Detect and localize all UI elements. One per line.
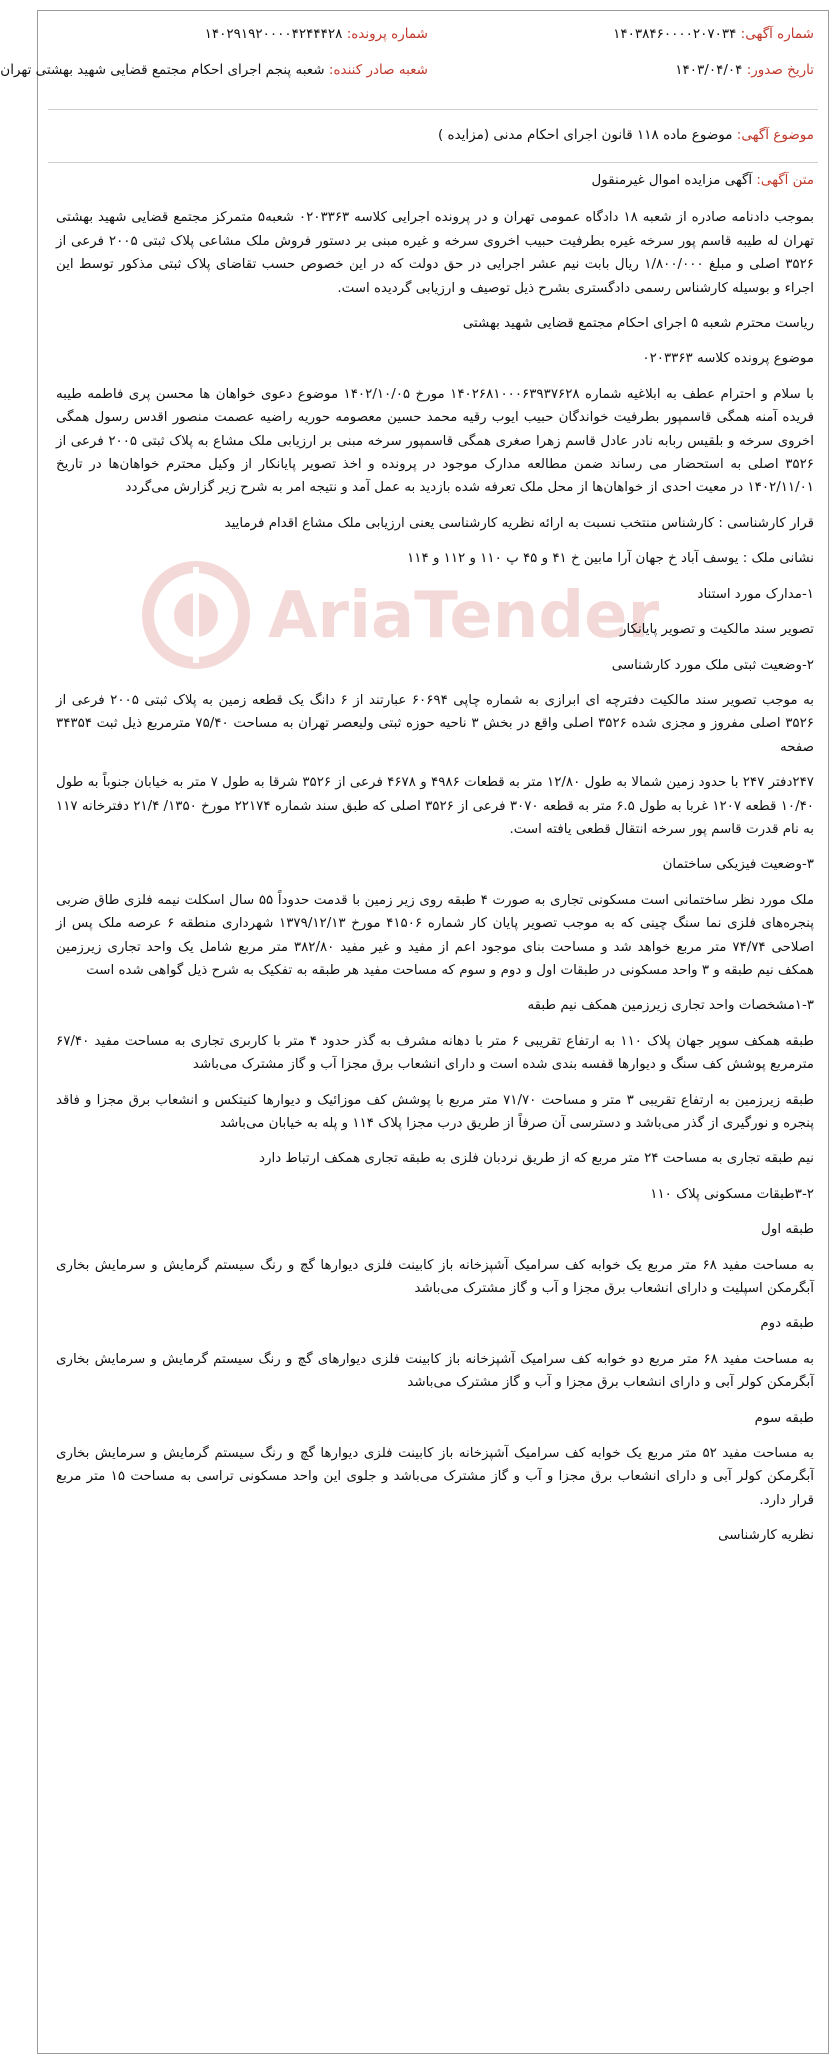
paragraph: موضوع پرونده کلاسه ۰۲۰۳۳۶۳ (642, 351, 814, 367)
issue-date-label: تاریخ صدور: (746, 62, 814, 78)
case-number (205, 19, 428, 49)
paragraph: به مساحت مفید ۵۲ متر مربع یک خوابه کف سرامیک آشپزخانه باز کابینت فلزی دیوارها گچ و رنگ سیستم گرمایش و سرمایش بخاری آبگرمکن کولر آبی و دارای انشعاب برق مجزا و آب و گاز مشترک می‌باشد و جلوی این واحد مسکونی تراسی به مساحت ۱۵ متر مربع قرار دارد. (56, 1446, 815, 1508)
paragraph: به مساحت مفید ۶۸ متر مربع دو خوابه کف سرامیک آشپزخانه باز کابینت فلزی دیوارهای گچ و رنگ سیستم گرمایش و سرمایش بخاری آبگرمکن کولر آبی و دارای انشعاب برق مجزا و آب و گاز مشترک می‌باشد (56, 1351, 814, 1391)
ad-content (56, 169, 814, 1560)
paragraph: با سلام و احترام عطف به ابلاغیه شماره ۱۴۰۲۶۸۱۰۰۰۶۳۹۳۷۶۲۸ مورخ ۱۴۰۲/۱۰/۰۵ موضوع دعوی خواهان ها محسن پری فاطمه طیبه فریده آمنه همگی قاسمپور بطرفیت خواندگان حبیب ایوب رقیه محمد حسین معصومه حوریه راضیه عصمت منصور اقدس رسول همگی اخروی سرخه و بلقیس ربابه نادر عادل قاسم زهرا صغری همگی قاسمپور سرخه مبنی بر ارزیابی ملک مشاع به پلاک ثبتی ۲۰۰۵ فرعی از ۳۵۲۶ اصلی به استحضار می رساند ضمن مطالعه مدارک موجود در پرونده و اخذ تصویر پایانکار از وکیل محترم خواهان‌ها در تاریخ ۱۴۰۲/۱۱/۰۱ در معیت احدی از خواهان‌ها از محل ملک تعرفه شده بازدید به عمل آمد و نتیجه امر به شرح زیر گزارش می‌گردد (56, 386, 815, 496)
subject-label: موضوع آگهی: (736, 127, 814, 143)
divider (48, 162, 818, 163)
case-number-value: ۱۴۰۲۹۱۹۲۰۰۰۰۴۲۴۴۴۲۸ (204, 26, 343, 42)
paragraph: قرار کارشناسی : کارشناس منتخب نسبت به ارائه نظریه کارشناسی یعنی ارزیابی ملک مشاع اقدام فرمایید (224, 515, 814, 531)
paragraph: طبقه دوم (760, 1316, 814, 1332)
paragraph: نیم طبقه تجاری به مساحت ۲۴ متر مربع که از طریق نردبان فلزی به طبقه تجاری همکف ارتباط دارد (259, 1151, 814, 1167)
issuing-branch (0, 55, 428, 85)
header-row-1 (38, 19, 828, 53)
paragraph: به مساحت مفید ۶۸ متر مربع یک خوابه کف سرامیک آشپزخانه باز کابینت فلزی دیوارها گچ و رنگ سیستم گرمایش و سرمایش بخاری آبگرمکن اسپلیت و دارای انشعاب برق مجزا و آب و گاز مشترک می‌باشد (56, 1257, 814, 1297)
ad-text-label: متن آگهی: (756, 173, 814, 188)
divider (48, 109, 818, 110)
ad-number-label: شماره آگهی: (740, 26, 814, 42)
paragraph: ۲-وضعیت ثبتی ملک مورد کارشناسی (611, 657, 814, 673)
paragraph: ۱-۳مشخصات واحد تجاری زیرزمین همکف نیم طبقه (527, 998, 814, 1014)
issuing-branch-value: شعبه پنجم اجرای احکام مجتمع قضایی شهید بهشتی تهران (0, 62, 325, 78)
ad-card (0, 10, 829, 2054)
paragraph: ۳-وضعیت فیزیکی ساختمان (662, 857, 814, 873)
issue-date-value: ۱۴۰۳/۰۴/۰۴ (675, 62, 743, 78)
ad-subject (438, 123, 814, 147)
paragraph: ملک مورد نظر ساختمانی است مسکونی تجاری به صورت ۴ طبقه روی زیر زمین با قدمت حدوداً ۵۵ سال اسکلت نیمه فلزی طاق ضربی پنجره‌های فلزی نما سنگ چینی که به موجب تصویر پایان کار شماره ۴۱۵۰۶ مورخ ۱۳۷۹/۱۲/۱۳ شهرداری منطقه ۶ عرصه ملک پس از اصلاحی ۷۴/۷۴ متر مربع خواهد شد و مساحت بنای موجود اعم از مفید و غیر مفید ۳۸۲/۸۰ متر مربع شامل یک واحد تجاری زیرزمین همکف نیم طبقه و ۳ واحد مسکونی در طبقات اول و دوم و سوم که مساحت مفید هر طبقه به تفکیک به شرح ذیل گواهی شده است (56, 892, 815, 978)
paragraph: طبقه زیرزمین به ارتفاع تقریبی ۳ متر و مساحت ۷۱/۷۰ متر مربع با پوشش کف موزائیک و دیوارها کنیتکس و انشعاب برق مجزا و فاقد پنجره و نورگیری از گذر می‌باشد و دسترسی آن صرفاً از طریق درب مجزا پلاک ۱۱۴ و پله به خیابان می‌باشد (56, 1092, 814, 1131)
paragraph: نظریه کارشناسی (718, 1528, 814, 1544)
subject-value: موضوع ماده ۱۱۸ قانون اجرای احکام مدنی (مزایده ) (437, 127, 733, 143)
case-number-label: شماره پرونده: (346, 26, 428, 42)
paragraph: ۳-۲طبقات مسکونی پلاک ۱۱۰ (650, 1186, 814, 1202)
ad-title: آگهی مزایده اموال غیرمنقول (591, 173, 753, 188)
ad-text-heading (56, 169, 814, 192)
issuing-branch-label: شعبه صادر کننده: (328, 62, 428, 78)
paragraph: طبقه اول (761, 1222, 814, 1238)
paragraph: نشانی ملک : یوسف آباد خ جهان آرا مابین خ ۴۱ و ۴۵ پ ۱۱۰ و ۱۱۲ و ۱۱۴ (407, 551, 814, 567)
svg-text:AriaTender: AriaTender (268, 579, 660, 653)
paragraph: ۱-مدارک مورد استناد (697, 586, 814, 602)
paragraph: به موجب تصویر سند مالکیت دفترچه ای ابرازی به شماره چاپی ۶۰۶۹۴ عبارتند از ۶ دانگ یک قطعه زمین به پلاک ثبتی ۲۰۰۵ فرعی از ۳۵۲۶ اصلی مفروز و مجزی شده ۳۵۲۶ اصلی واقع در بخش ۳ ناحیه حوزه ثبتی ولیعصر تهران به مساحت ۷۵/۴۰ مترمربع ذیل ثبت ۳۴۳۵۴ صفحه (56, 692, 814, 755)
paragraph: بموجب دادنامه صادره از شعبه ۱۸ دادگاه عمومی تهران و در پرونده اجرایی کلاسه ۰۲۰۳۳۶۳ شعبه۵ متمرکز مجتمع قضایی شهید بهشتی تهران له طیبه قاسم پور سرخه غیره بطرفیت حبیب اخروی سرخه و غیره مبنی بر دستور فروش ملک مشاعی پلاک ثبتی ۲۰۰۵ فرعی از ۳۵۲۶ اصلی و مبلغ ۱/۸۰۰/۰۰۰ ریال بابت نیم عشر اجرایی در حق دولت که در این خصوص حسب تقاضای پلاک ثبتی مذکور توسط این اجراء و بوسیله کارشناس رسمی دادگستری بشرح ذیل توصیف و ارزیابی گردیده است. (56, 210, 814, 296)
paragraph: طبقه سوم (754, 1410, 814, 1426)
header-row-2 (0, 55, 828, 89)
paragraph: ریاست محترم شعبه ۵ اجرای احکام مجتمع قضایی شهید بهشتی (462, 316, 814, 332)
ad-number-value: ۱۴۰۳۸۴۶۰۰۰۰۲۰۷۰۳۴ (613, 26, 737, 42)
paragraph: طبقه همکف سوپر جهان پلاک ۱۱۰ به ارتفاع تقریبی ۶ متر با دهانه مشرف به گذر حدود ۴ متر با کاربری تجاری به مساحت مفید ۶۷/۴۰ مترمربع پوشش کف سنگ و دیوارها قفسه بندی شده است و دارای انشعاب برق مجزا آب و گاز مشترک می‌باشد (56, 1033, 814, 1073)
paragraph: ۲۴۷دفتر ۲۴۷ با حدود زمین شمالا به طول ۱۲/۸۰ متر به قطعات ۴۹۸۶ و ۴۶۷۸ فرعی از ۳۵۲۶ شرقا به طول ۷ متر به خیابان جنوباً به طول ۱۰/۴۰ قطعه ۱۲۰۷ غربا به طول ۶.۵ متر به قطعه ۳۰۷۰ فرعی از ۳۵۲۶ اصلی که طبق سند شماره ۲۲۱۷۴ مورخ ۱۳۵۰/ ۲۱/۴ دفترخانه ۱۱۷ به نام قدرت قاسم پور سرخه انتقال قطعی یافته است. (56, 775, 814, 837)
issue-date (675, 55, 814, 85)
paragraph: تصویر سند مالکیت و تصویر پایانکار (620, 622, 814, 638)
ad-number (613, 19, 814, 49)
